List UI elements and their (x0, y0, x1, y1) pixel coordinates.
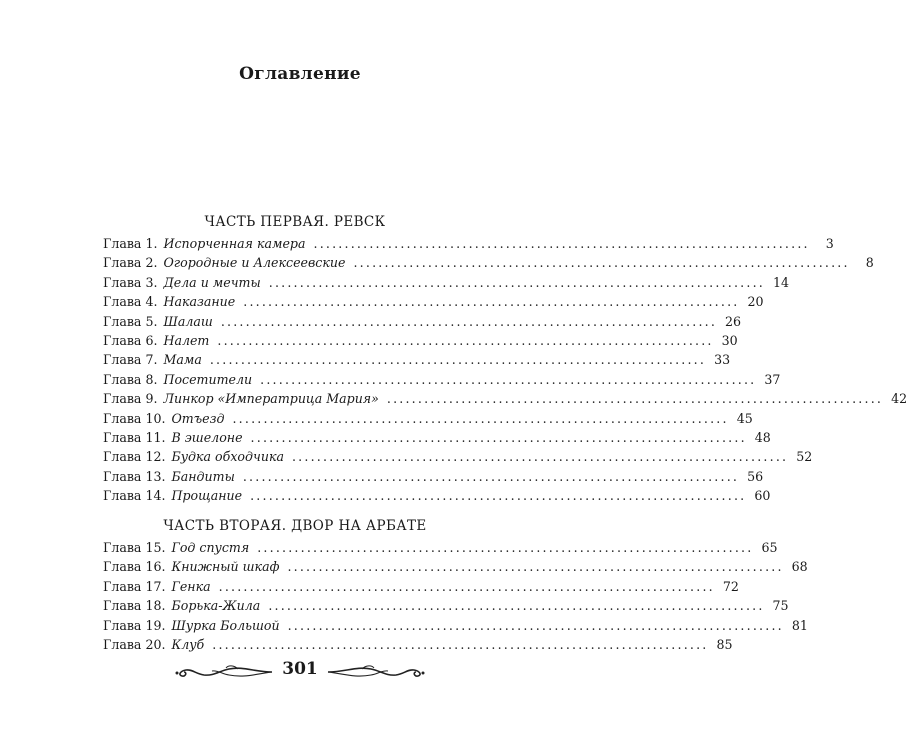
toc-part-1 (103, 214, 907, 507)
chapter-title: Генка (171, 578, 211, 594)
chapter-title: Год спустя (171, 540, 250, 555)
toc-entry (103, 255, 874, 274)
chapter-list (103, 540, 808, 656)
dot-leader: ................................................................................ (257, 540, 754, 555)
chapter-title: Шалаш (163, 313, 213, 329)
dot-leader: ................................................................................ (268, 274, 765, 290)
toc-entry (103, 294, 764, 313)
chapter-page: 3 (825, 236, 834, 251)
chapter-title: Дела и мечты (163, 274, 261, 290)
chapter-title: Отъезд (171, 410, 225, 426)
chapter-page: 14 (772, 274, 789, 290)
chapter-page: 75 (772, 598, 789, 614)
chapter-number: Глава 5. (103, 313, 158, 329)
chapter-number: Глава 9. (103, 391, 158, 407)
chapter-page: 33 (714, 352, 731, 368)
chapter-page: 45 (736, 410, 753, 426)
toc-entry (103, 449, 813, 468)
toc-entry (103, 617, 808, 637)
chapter-page: 48 (754, 429, 771, 445)
chapter-title: Борька-Жила (171, 598, 261, 614)
chapter-page: 37 (764, 371, 781, 387)
toc-entry (103, 488, 771, 507)
toc-entry (103, 274, 789, 294)
chapter-title: Испорченная камера (163, 236, 306, 251)
chapter-page: 81 (791, 617, 808, 633)
part-heading: ЧАСТЬ ВТОРАЯ. ДВОР НА АРБАТЕ (163, 518, 427, 534)
chapter-page: 72 (722, 578, 739, 594)
chapter-number: Глава 8. (103, 371, 158, 387)
toc-entry (103, 636, 733, 656)
chapter-title: Посетители (163, 371, 253, 387)
scroll-ornament-icon (326, 663, 426, 681)
toc-entry (103, 468, 764, 488)
chapter-title: Будка обходчика (171, 449, 284, 465)
page-number: 301 (282, 659, 318, 679)
toc-entry (103, 578, 739, 598)
chapter-title: Налет (163, 332, 210, 348)
chapter-title: Клуб (171, 636, 205, 652)
toc-entry (103, 540, 778, 559)
dot-leader: ................................................................................ (250, 488, 747, 504)
toc-entry (103, 391, 907, 410)
chapter-number: Глава 3. (103, 274, 158, 290)
chapter-number: Глава 15. (103, 540, 166, 555)
dot-leader: ................................................................................ (242, 468, 740, 484)
toc-entry (103, 559, 808, 578)
dot-leader: ................................................................................ (218, 578, 715, 594)
dot-leader: ................................................................................ (353, 255, 850, 271)
part-heading: ЧАСТЬ ПЕРВАЯ. РЕВСК (204, 214, 386, 230)
page-footer (0, 659, 600, 687)
dot-leader: ................................................................................ (209, 352, 707, 368)
chapter-number: Глава 13. (103, 468, 166, 484)
dot-leader: ................................................................................ (260, 371, 757, 387)
chapter-title: Огородные и Алексеевские (163, 255, 346, 271)
toc-entry (103, 332, 738, 352)
chapter-page: 30 (721, 332, 738, 348)
chapter-title: Мама (163, 352, 202, 368)
chapter-title: В эшелоне (171, 429, 243, 445)
chapter-number: Глава 12. (103, 449, 166, 465)
toc-entry (103, 236, 834, 255)
chapter-number: Глава 18. (103, 598, 166, 614)
toc-entry (103, 352, 731, 371)
chapter-page: 68 (791, 559, 808, 575)
chapter-number: Глава 16. (103, 559, 166, 575)
chapter-number: Глава 6. (103, 332, 158, 348)
dot-leader: ................................................................................ (232, 410, 729, 426)
dot-leader: ................................................................................ (243, 294, 740, 310)
dot-leader: ................................................................................ (268, 598, 765, 614)
chapter-page: 65 (761, 540, 778, 555)
chapter-title: Прощание (171, 488, 243, 504)
chapter-page: 56 (747, 468, 764, 484)
dot-leader: ................................................................................ (287, 617, 784, 633)
dot-leader: ................................................................................ (217, 332, 714, 348)
chapter-number: Глава 11. (103, 429, 166, 445)
chapter-title: Шурка Большой (171, 617, 280, 633)
chapter-title: Линкор «Императрица Мария» (163, 391, 379, 407)
chapter-page: 20 (747, 294, 764, 310)
chapter-number: Глава 10. (103, 410, 166, 426)
chapter-number: Глава 7. (103, 352, 158, 368)
chapter-number: Глава 14. (103, 488, 166, 504)
chapter-page: 85 (716, 636, 733, 652)
dot-leader: ................................................................................ (313, 236, 810, 251)
dot-leader: ................................................................................ (220, 313, 718, 329)
toc-entry (103, 313, 742, 333)
chapter-number: Глава 20. (103, 636, 166, 652)
page-title: Оглавление (239, 64, 361, 84)
dot-leader: ................................................................................ (212, 636, 709, 652)
chapter-number: Глава 1. (103, 236, 158, 251)
chapter-page: 26 (725, 313, 742, 329)
chapter-page: 42 (891, 391, 907, 407)
dot-leader: ................................................................................ (386, 391, 884, 407)
chapter-title: Наказание (163, 294, 236, 310)
chapter-title: Книжный шкаф (171, 559, 280, 575)
toc-entry (103, 371, 781, 391)
toc-part-2 (103, 518, 808, 656)
chapter-page: 8 (865, 255, 874, 271)
toc-entry (103, 410, 753, 430)
chapter-page: 60 (754, 488, 771, 504)
chapter-page: 52 (796, 449, 813, 465)
chapter-number: Глава 2. (103, 255, 158, 271)
toc-entry (103, 429, 771, 449)
chapter-number: Глава 4. (103, 294, 158, 310)
dot-leader: ................................................................................ (291, 449, 789, 465)
chapter-title: Бандиты (171, 468, 235, 484)
toc-entry (103, 598, 789, 617)
chapter-list (103, 236, 907, 507)
chapter-number: Глава 17. (103, 578, 166, 594)
dot-leader: ................................................................................ (250, 429, 747, 445)
dot-leader: ................................................................................ (287, 559, 784, 575)
chapter-number: Глава 19. (103, 617, 166, 633)
